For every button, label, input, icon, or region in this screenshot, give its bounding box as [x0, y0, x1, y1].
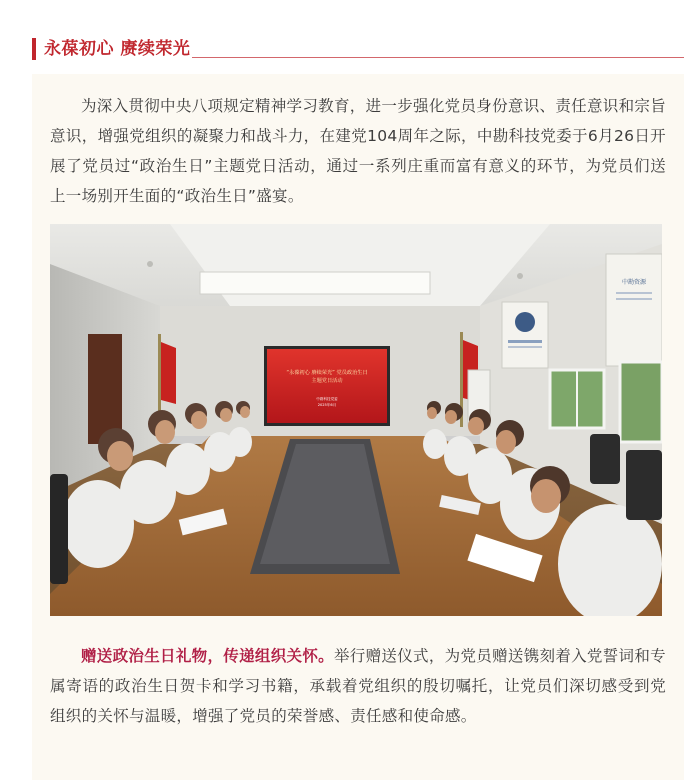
article-body	[32, 74, 684, 780]
header-accent-bar	[32, 38, 36, 60]
svg-text:“永葆初心 赓续荣光” 党员政治生日: “永葆初心 赓续荣光” 党员政治生日	[286, 370, 368, 376]
svg-text:2025年6月: 2025年6月	[317, 403, 337, 407]
section-title: 永葆初心 赓续荣光	[44, 39, 191, 59]
gift-highlight: 赠送政治生日礼物，传递组织关怀。	[81, 647, 334, 665]
svg-text:主题党日活动: 主题党日活动	[311, 378, 343, 384]
gift-body: 举行赠送仪式，为党员赠送镌刻着入党誓词和专属寄语的政治生日贺卡和学习书籍，承载着党组织的殷切嘱托，让党员们深切感受到党组织的关怀与温暖，增强了党员的荣誉感、责任感和使命感。	[50, 647, 666, 725]
svg-text:中勘科技党委: 中勘科技党委	[316, 397, 338, 401]
svg-text:中勘资源: 中勘资源	[621, 279, 647, 286]
section-header	[32, 36, 684, 62]
meeting-photo	[50, 224, 662, 616]
header-divider	[192, 57, 684, 58]
gift-paragraph	[50, 641, 666, 731]
intro-paragraph: 为深入贯彻中央八项规定精神学习教育，进一步强化党员身份意识、责任意识和宗旨意识，增强党组织的凝聚力和战斗力，在建党104周年之际，中勘科技党委于6月26日开展了党员过“政治生日”主题党日活动，通过一系列庄重而富有意义的环节，为党员们送上一场别开生面的“政治生日”盛宴。	[50, 97, 666, 205]
